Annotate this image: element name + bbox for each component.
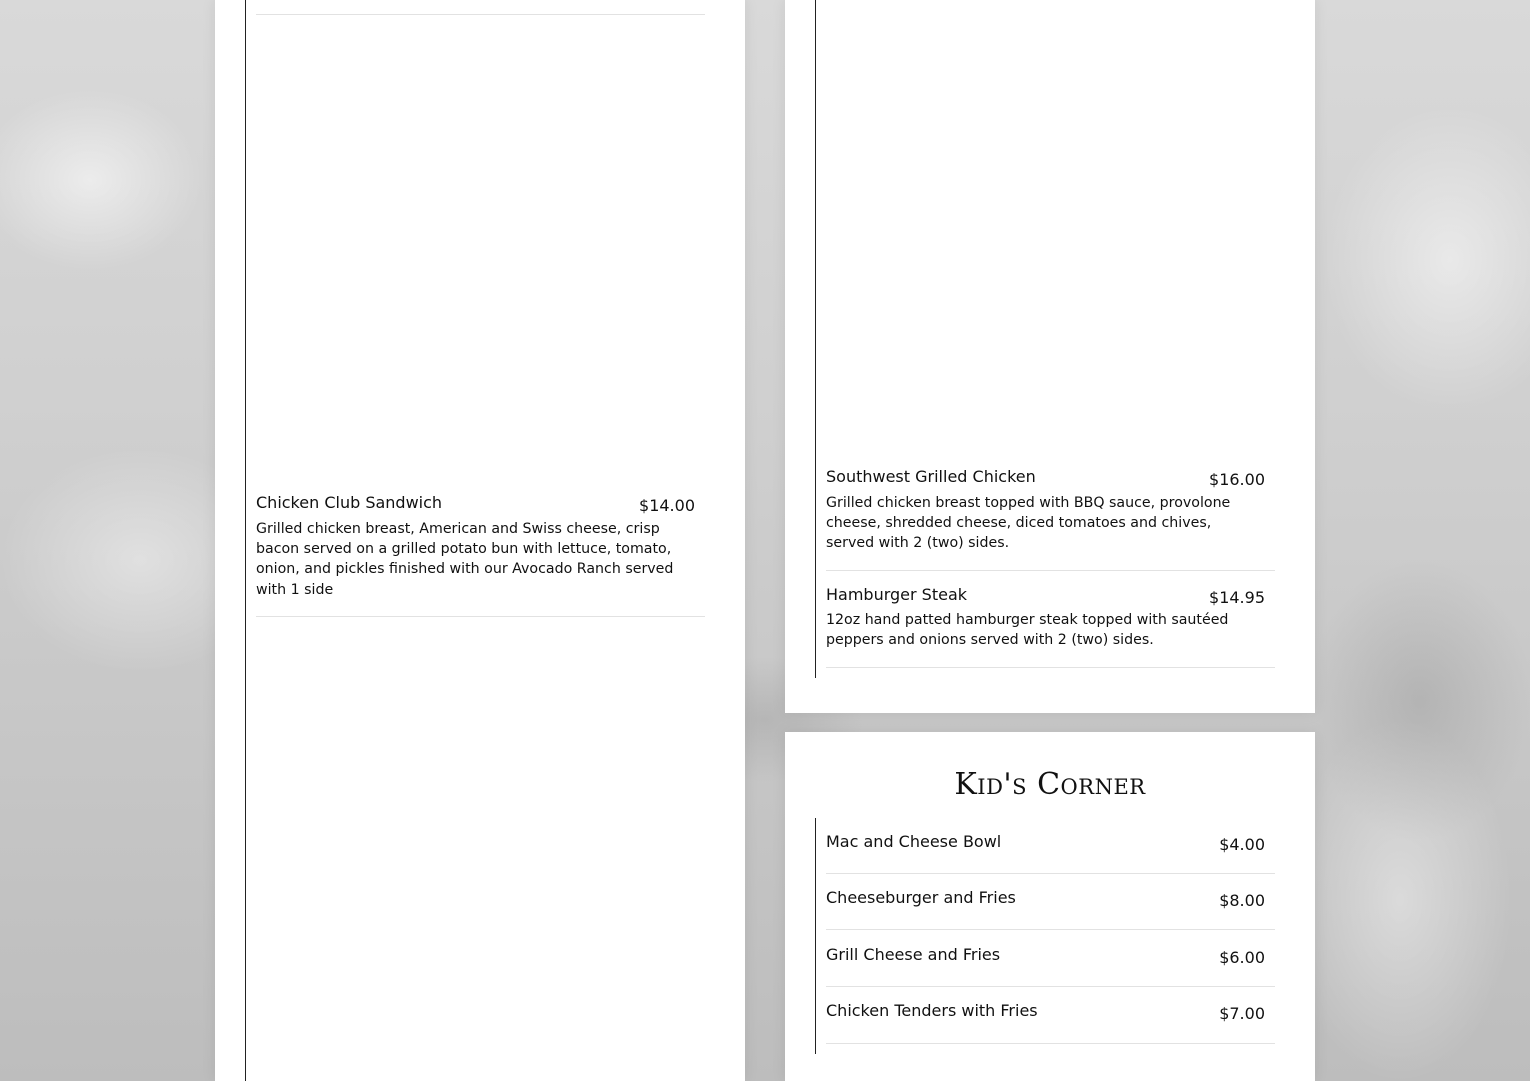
item-description: 12oz hand patted hamburger steak topped with sautéed peppers and onions served with 2 (two) sides. xyxy=(826,612,1229,649)
item-divider xyxy=(826,1043,1275,1044)
item-price: $16.00 xyxy=(1209,470,1265,489)
kids-corner-panel xyxy=(785,732,1315,1081)
item-price: $7.00 xyxy=(1219,1004,1265,1023)
item-divider xyxy=(256,616,705,617)
item-name: Cheeseburger and Fries xyxy=(826,888,1016,907)
section-title: Kid's Corner xyxy=(954,767,1146,802)
item-name: Southwest Grilled Chicken xyxy=(826,467,1036,486)
item-divider xyxy=(826,986,1275,987)
item-description: Grilled chicken breast topped with BBQ sauce, provolone cheese, shredded cheese, diced tomatoes and chives, served with 2 (two) sides. xyxy=(826,495,1231,552)
item-divider xyxy=(826,667,1275,668)
item-name: Mac and Cheese Bowl xyxy=(826,832,1002,851)
left-menu-panel xyxy=(215,0,745,1081)
item-name: Chicken Club Sandwich xyxy=(256,493,443,512)
item-price: $14.00 xyxy=(639,496,695,515)
right-menu-panel xyxy=(785,0,1315,713)
item-price: $4.00 xyxy=(1219,835,1265,854)
item-divider xyxy=(826,929,1275,930)
item-name: Hamburger Steak xyxy=(826,585,968,604)
item-price: $14.95 xyxy=(1209,588,1265,607)
item-description: Grilled chicken breast, American and Swiss cheese, crisp bacon served on a grilled potato bun with lettuce, tomato, onion, and pickles finished with our Avocado Ranch served with 1 side xyxy=(256,521,674,598)
section-left-rule xyxy=(815,0,816,678)
item-divider xyxy=(826,873,1275,874)
item-name: Chicken Tenders with Fries xyxy=(826,1001,1038,1020)
section-left-rule xyxy=(815,818,816,1054)
item-divider xyxy=(256,14,705,15)
item-price: $8.00 xyxy=(1219,891,1265,910)
section-left-rule xyxy=(245,0,246,1081)
item-price: $6.00 xyxy=(1219,948,1265,967)
item-divider xyxy=(826,570,1275,571)
item-name: Grill Cheese and Fries xyxy=(826,945,1001,964)
